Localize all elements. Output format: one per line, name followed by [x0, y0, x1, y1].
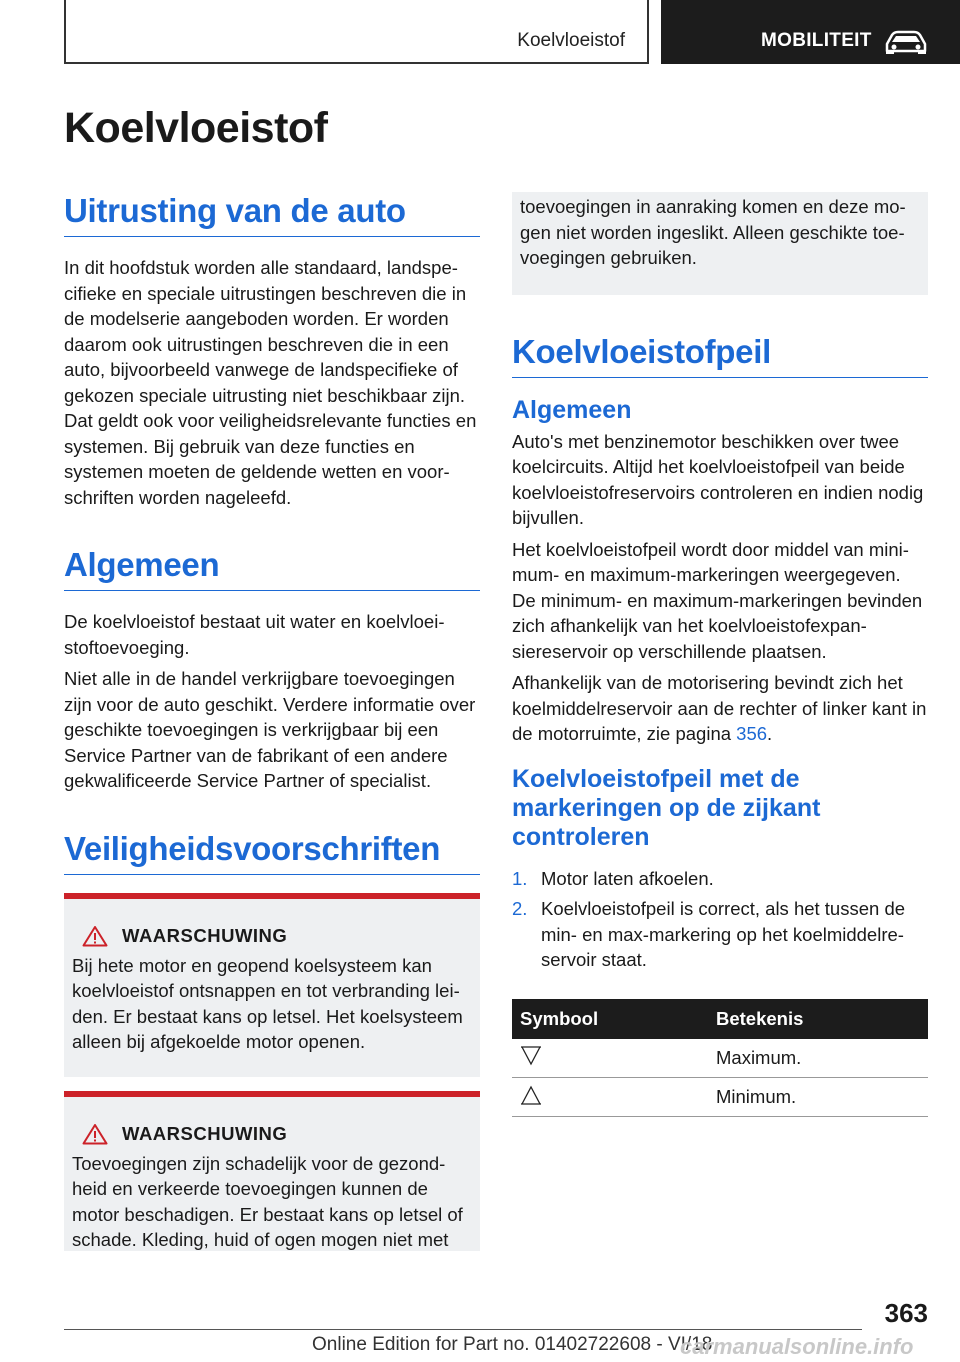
- warning-title-1: WAARSCHUWING: [122, 924, 288, 946]
- footer-divider: [64, 1329, 862, 1330]
- table-cell-meaning: Maximum.: [708, 1039, 928, 1078]
- watermark: carmanualsonline.info: [680, 1334, 914, 1359]
- page-link-356[interactable]: 356: [736, 723, 768, 744]
- warning-text-2-continued: toevoegingen in aanraking komen en deze mogen niet worden ingeslikt. Alleen geschikte toevoegingen gebruiken.: [520, 196, 906, 268]
- warning-box-2: [64, 1091, 480, 1251]
- text-algemeen-2: Niet alle in de handel verkrijgbare toevoegingen zijn voor de auto geschikt. Verdere informatie over geschikte toevoegingen is verkrijgbaar bij een Service Partner van de fabrikant of een andere gekwalificeerde Service Partner of specialist.: [64, 668, 476, 791]
- right-column: [512, 192, 928, 1117]
- steps-list: [512, 866, 928, 973]
- table-cell-meaning: Minimum.: [708, 1078, 928, 1117]
- header-tab-mobiliteit[interactable]: [661, 0, 960, 64]
- heading-algemeen: Algemeen: [64, 546, 480, 591]
- max-marker-icon: [520, 1044, 542, 1066]
- list-item: 1. Motor laten afkoelen.: [512, 867, 714, 889]
- page-number: 363: [884, 1298, 928, 1328]
- text-peil-1: Auto's met benzinemotor beschikken over twee koelcircuits. Altijd het koelvloeistofpeil van beide koelvloeistofreservoirs controleren en indien nodig bijvullen.: [512, 430, 924, 528]
- subheading-algemeen: Algemeen: [512, 395, 632, 424]
- warning-text-1: Bij hete motor en geopend koelsysteem kan koelvloeistof ontsnappen en tot verbranding leiden. Er bestaat kans op letsel. Het koelsysteem alleen bij afgekoelde motor openen.: [72, 954, 463, 1052]
- table-header-symbool: Symbool: [512, 999, 708, 1039]
- warning-triangle-icon: [82, 1123, 108, 1145]
- text-peil-2: Het koelvloeistofpeil wordt door middel van minimum- en maximum-markeringen weergegeven. De minimum- en maximum-markeringen bevinden zich afhankelijk van het koelvloeistofexpansiereservoir op verschillende plaatsen.: [512, 538, 923, 662]
- symbol-table: [512, 999, 928, 1118]
- warning-title-2: WAARSCHUWING: [122, 1122, 288, 1144]
- text-algemeen-1: De koelvloeistof bestaat uit water en koelvloeistoftoevoeging.: [64, 611, 445, 658]
- table-header-betekenis: Betekenis: [708, 999, 928, 1039]
- warning-triangle-icon: [82, 925, 108, 947]
- warning-text-2: Toevoegingen zijn schadelijk voor de gezondheid en verkeerde toevoegingen kunnen de motor beschadigen. Er bestaat kans op letsel of schade. Kleding, huid of ogen mogen niet met: [72, 1152, 463, 1250]
- header-section-box: [64, 0, 649, 64]
- heading-koelvloeistofpeil: Koelvloeistofpeil: [512, 333, 928, 378]
- left-column: [64, 192, 480, 1251]
- header-tab-label: MOBILITEIT: [761, 30, 872, 51]
- page-title: Koelvloeistof: [64, 104, 328, 152]
- heading-veiligheid: Veiligheidsvoorschriften: [64, 830, 480, 875]
- subheading-markeringen: Koelvloeistofpeil met de markeringen op de zijkant controleren: [512, 764, 821, 851]
- car-icon: [883, 30, 929, 54]
- heading-uitrusting: Uitrusting van de auto: [64, 192, 480, 237]
- text-uitrusting: In dit hoofdstuk worden alle standaard, landspecifieke en speciale uitrustingen beschreven die in de modelserie aangeboden worden. Er worden daarom ook uitrustingen beschreven die in een auto, bijvoorbeeld vanwege de landspecifieke of gekozen speciale uitrusting niet beschikbaar zijn. Dat geldt ook voor veiligheidsrelevante functies en systemen. Bij gebruik van deze functies en systemen moeten de geldende wetten en voorschriften worden nageleefd.: [64, 257, 477, 508]
- table-row: [512, 1039, 928, 1078]
- min-marker-icon: [520, 1084, 542, 1106]
- text-peil-3: Afhankelijk van de motorisering bevindt zich het koelmiddelreservoir aan de rechter of linker kant in de motorruimte, zie pagina 356.: [512, 672, 927, 744]
- table-row: [512, 1078, 928, 1117]
- warning-box-1: [64, 893, 480, 1077]
- list-item: 2. Koelvloeistofpeil is correct, als het tussen de min- en max-markering op het koelmiddelreservoir staat.: [512, 898, 906, 970]
- header-section-title: Koelvloeistof: [517, 30, 625, 51]
- footer-edition: Online Edition for Part no. 01402722608 - VI/18: [312, 1334, 713, 1355]
- warning-box-2-continued: [512, 192, 928, 295]
